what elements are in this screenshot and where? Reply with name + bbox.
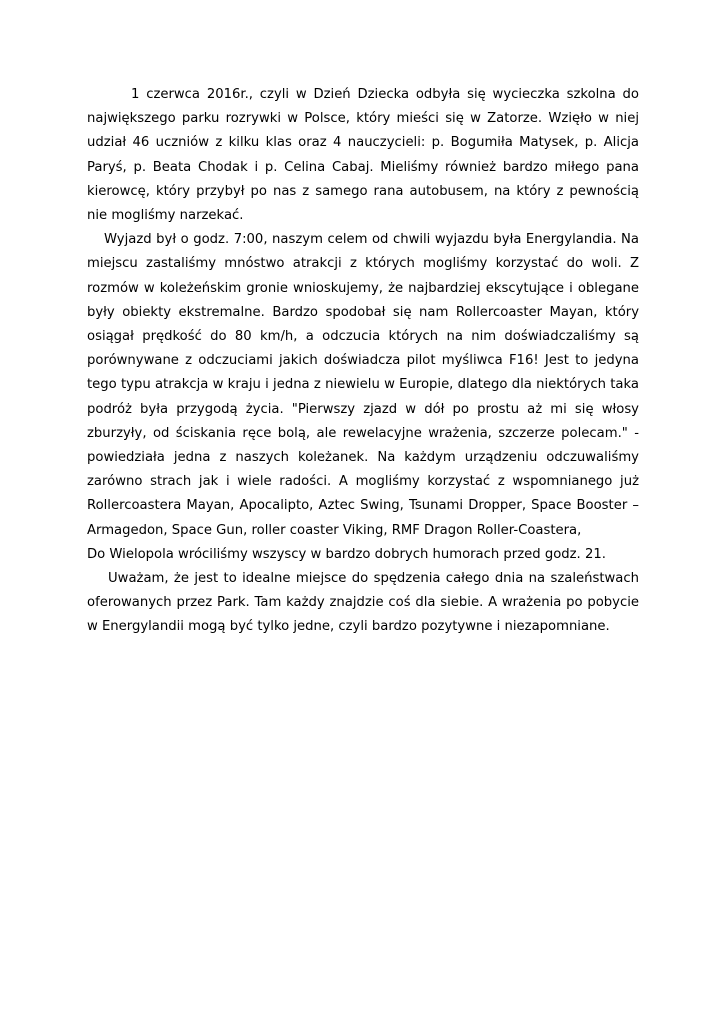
paragraph-energylandia: Wyjazd był o godz. 7:00, naszym celem od chwili wyjazdu była Energylandia. Na miejscu zastaliśmy mnóstwo atrakcji z których mogliśmy korzystać do woli. Z rozmów w koleżeńskim gronie wnioskujemy, że najbardziej ekscytujące i oblegane były obiekty ekstremalne. Bardzo spodobał się nam Rollercoaster Mayan, który osiągał prędkość do 80 km/h, a odczucia których na nim doświadczaliśmy są porównywane z odczuciami jakich doświadcza pilot myśliwca F16! Jest to jedyna tego typu atrakcja w kraju i jedna z niewielu w Europie, dlatego dla niektórych taka podróż była przygodą życia. "Pierwszy zjazd w dół po prostu aż mi się włosy zburzyły, od ściskania ręce bolą, ale rewelacyjne wrażenia, szczerze polecam." - powiedziała jedna z naszych koleżanek. Na każdym urządzeniu odczuwaliśmy zarówno strach jak i wiele radości. A mogliśmy korzystać z wspomnianego już Rollercoastera Mayan, Apocalipto, Aztec Swing, Tsunami Dropper, Space Booster – Armagedon, Space Gun, roller coaster Viking, RMF Dragon Roller-Coastera,	[87, 232, 639, 538]
paragraph-trip-intro: 1 czerwca 2016r., czyli w Dzień Dziecka odbyła się wycieczka szkolna do największego parku rozrywki w Polsce, który mieści się w Zatorze. Wzięło w niej udział 46 uczniów z kilku klas oraz 4 nauczycieli: p. Bogumiła Matysek, p. Alicja Paryś, p. Beata Chodak i p. Celina Cabaj. Mieliśmy również bardzo miłego pana kierowcę, który przybył po nas z samego rana autobusem, na który z pewnością nie mogliśmy narzekać.	[87, 87, 639, 224]
paragraph-summary: Uważam, że jest to idealne miejsce do spędzenia całego dnia na szaleństwach oferowanych przez Park. Tam każdy znajdzie coś dla siebie. A wrażenia po pobycie w Energylandii mogą być tylko jedne, czyli bardzo pozytywne i niezapomniane.	[87, 571, 639, 635]
article-body	[87, 83, 639, 640]
paragraph-return: Do Wielopola wróciliśmy wszyscy w bardzo dobrych humorach przed godz. 21.	[87, 546, 606, 562]
